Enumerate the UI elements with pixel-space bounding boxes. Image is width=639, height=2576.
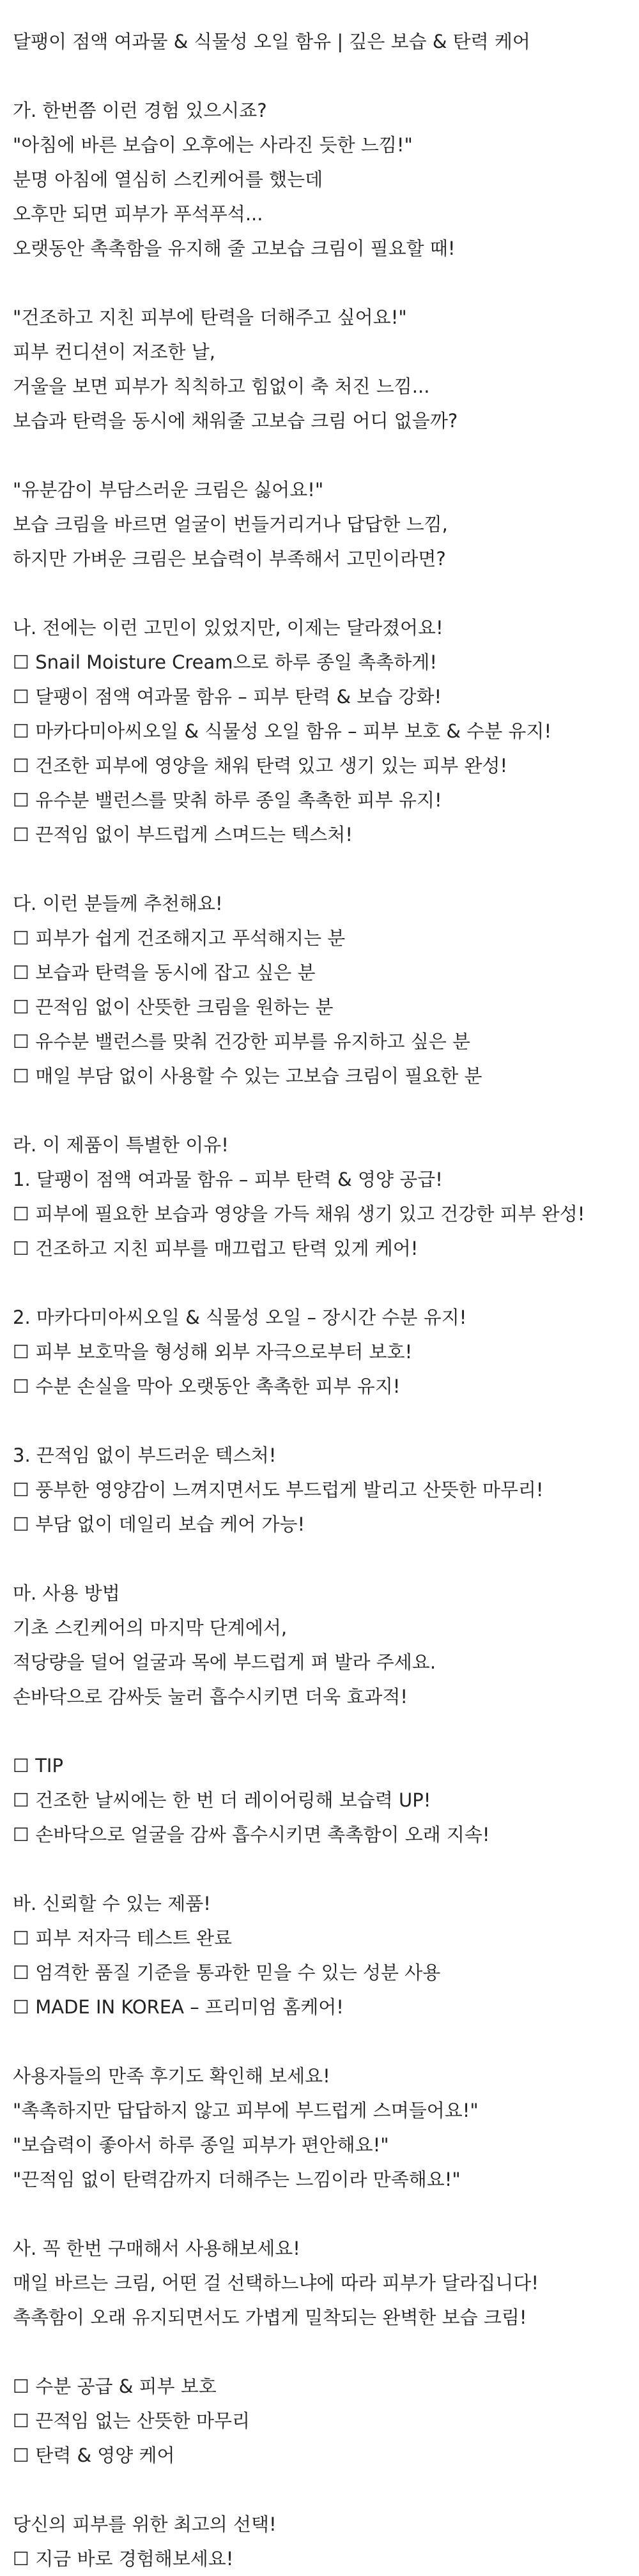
description-body bbox=[13, 93, 626, 2576]
spacer bbox=[13, 1714, 626, 1748]
section-heading-line: 나. 전에는 이런 고민이 있었지만, 이제는 달라졌어요! bbox=[13, 617, 443, 639]
text-line: ☐ 건조한 날씨에는 한 번 더 레이어링해 보습력 UP! bbox=[13, 1789, 431, 1811]
text-line: ☐ 매일 부담 없이 사용할 수 있는 고보습 크림이 필요한 분 bbox=[13, 1065, 482, 1087]
text-line: ☐ 끈적임 없이 산뜻한 크림을 원하는 분 bbox=[13, 996, 334, 1018]
spacer bbox=[13, 852, 626, 886]
text-line: ☐ Snail Moisture Cream으로 하루 종일 촉촉하게! bbox=[13, 651, 437, 673]
section-heading-line: 3. 끈적임 없이 부드러운 텍스처! bbox=[13, 1444, 277, 1466]
spacer bbox=[13, 1093, 626, 1128]
section-heading-line: 가. 한번쯤 이런 경험 있으시죠? bbox=[13, 100, 267, 121]
section-heading-line: 사용자들의 만족 후기도 확인해 보세요! bbox=[13, 2065, 330, 2087]
section-heading-line: "유분감이 부담스러운 크림은 싫어요!" bbox=[13, 479, 324, 501]
text-line: 오후만 되면 피부가 푸석푸석... bbox=[13, 203, 263, 225]
text-line: 촉촉함이 오래 유지되면서도 가볍게 밀착되는 완벽한 보습 크림! bbox=[13, 2307, 527, 2328]
text-line: ☐ 엄격한 품질 기준을 통과한 믿을 수 있는 성분 사용 bbox=[13, 1962, 441, 1983]
text-line: 하지만 가벼운 크림은 보습력이 부족해서 고민이라면? bbox=[13, 548, 446, 570]
text-line: ☐ 탄력 & 영양 케어 bbox=[13, 2444, 175, 2466]
page-title: 달팽이 점액 여과물 & 식물성 오일 함유 | 깊은 보습 & 탄력 케어 bbox=[13, 31, 530, 52]
text-line: ☐ 풍부한 영양감이 느껴지면서도 부드럽게 발리고 산뜻한 마무리! bbox=[13, 1479, 544, 1501]
spacer bbox=[13, 1542, 626, 1576]
section-heading-line: 다. 이런 분들께 추천해요! bbox=[13, 893, 223, 914]
spacer bbox=[13, 438, 626, 473]
text-section bbox=[13, 2231, 626, 2335]
spacer bbox=[13, 576, 626, 610]
section-heading-line: 2. 마카다미아씨오일 & 식물성 오일 – 장시간 수분 유지! bbox=[13, 1307, 467, 1328]
text-line: ☐ 피부 보호막을 형성해 외부 자극으로부터 보호! bbox=[13, 1341, 413, 1363]
text-line: ☐ MADE IN KOREA – 프리미엄 홈케어! bbox=[13, 1996, 344, 2018]
text-line: 분명 아침에 열심히 스킨케어를 했는데 bbox=[13, 169, 323, 190]
section-heading-line: ☐ 수분 공급 & 피부 보호 bbox=[13, 2375, 217, 2397]
text-section bbox=[13, 610, 626, 852]
text-section bbox=[13, 2059, 626, 2197]
spacer bbox=[13, 2335, 626, 2369]
section-heading-line: 마. 사용 방법 bbox=[13, 1582, 120, 1604]
spacer bbox=[13, 1404, 626, 1438]
text-line: ☐ 마카다미아씨오일 & 식물성 오일 함유 – 피부 보호 & 수분 유지! bbox=[13, 720, 552, 742]
text-line: ☐ 수분 손실을 막아 오랫동안 촉촉한 피부 유지! bbox=[13, 1375, 401, 1397]
text-section bbox=[13, 1576, 626, 1714]
section-heading-line: ☐ TIP bbox=[13, 1755, 63, 1777]
text-line: ☐ 보습과 탄력을 동시에 잡고 싶은 분 bbox=[13, 962, 316, 983]
text-line: ☐ 유수분 밸런스를 맞춰 건강한 피부를 유지하고 싶은 분 bbox=[13, 1031, 471, 1052]
text-section bbox=[13, 1128, 626, 1266]
text-line: 기초 스킨케어의 마지막 단계에서, bbox=[13, 1617, 288, 1639]
text-line: ☐ 건조하고 지친 피부를 매끄럽고 탄력 있게 케어! bbox=[13, 1238, 419, 1259]
spacer bbox=[13, 59, 626, 93]
text-line: ☐ 건조한 피부에 영양을 채워 탄력 있고 생기 있는 피부 완성! bbox=[13, 755, 508, 777]
text-line: ☐ 피부 저자극 테스트 완료 bbox=[13, 1927, 233, 1949]
section-heading-line: 바. 신뢰할 수 있는 제품! bbox=[13, 1893, 211, 1914]
text-line: "끈적임 없이 탄력감까지 더해주는 느낌이라 만족해요!" bbox=[13, 2169, 461, 2190]
text-section bbox=[13, 886, 626, 1093]
spacer bbox=[13, 2024, 626, 2059]
text-line: ☐ 지금 바로 경험해보세요! bbox=[13, 2548, 234, 2570]
spacer bbox=[13, 1266, 626, 1300]
spacer bbox=[13, 2473, 626, 2507]
text-line: ☐ 끈적임 없는 산뜻한 마무리 bbox=[13, 2410, 250, 2432]
spacer bbox=[13, 1852, 626, 1886]
text-section bbox=[13, 93, 626, 266]
text-section bbox=[13, 473, 626, 576]
text-line: 거울을 보면 피부가 칙칙하고 힘없이 축 처진 느낌... bbox=[13, 375, 430, 397]
product-description bbox=[13, 24, 626, 2576]
section-heading-line: 라. 이 제품이 특별한 이유! bbox=[13, 1134, 229, 1156]
text-line: ☐ 달팽이 점액 여과물 함유 – 피부 탄력 & 보습 강화! bbox=[13, 686, 442, 708]
section-heading-line: 사. 꼭 한번 구매해서 사용해보세요! bbox=[13, 2238, 300, 2259]
section-heading-line: 당신의 피부를 위한 최고의 선택! bbox=[13, 2513, 277, 2535]
text-line: ☐ 유수분 밸런스를 맞춰 하루 종일 촉촉한 피부 유지! bbox=[13, 789, 442, 811]
text-line: 1. 달팽이 점액 여과물 함유 – 피부 탄력 & 영양 공급! bbox=[13, 1169, 443, 1190]
text-line: 보습 크림을 바르면 얼굴이 번들거리거나 답답한 느낌, bbox=[13, 513, 448, 535]
text-line: ☐ 손바닥으로 얼굴을 감싸 흡수시키면 촉촉함이 오래 지속! bbox=[13, 1824, 490, 1845]
text-line: ☐ 피부에 필요한 보습과 영양을 가득 채워 생기 있고 건강한 피부 완성! bbox=[13, 1203, 585, 1225]
text-line: 오랫동안 촉촉함을 유지해 줄 고보습 크림이 필요할 때! bbox=[13, 238, 456, 259]
text-line: 피부 컨디션이 저조한 날, bbox=[13, 341, 216, 363]
text-section bbox=[13, 1748, 626, 1852]
text-line: "촉촉하지만 답답하지 않고 피부에 부드럽게 스며들어요!" bbox=[13, 2100, 479, 2121]
text-line: ☐ 피부가 쉽게 건조해지고 푸석해지는 분 bbox=[13, 927, 346, 949]
text-line: 매일 바르는 크림, 어떤 걸 선택하느냐에 따라 피부가 달라집니다! bbox=[13, 2272, 539, 2294]
spacer bbox=[13, 2197, 626, 2231]
text-section bbox=[13, 1438, 626, 1542]
text-section bbox=[13, 1886, 626, 2024]
text-line: "보습력이 좋아서 하루 종일 피부가 편안해요!" bbox=[13, 2134, 389, 2156]
text-section bbox=[13, 2507, 626, 2576]
text-line: ☐ 부담 없이 데일리 보습 케어 가능! bbox=[13, 1513, 305, 1535]
text-line: 손바닥으로 감싸듯 눌러 흡수시키면 더욱 효과적! bbox=[13, 1686, 408, 1708]
text-line: 보습과 탄력을 동시에 채워줄 고보습 크림 어디 없을까? bbox=[13, 410, 458, 432]
section-heading-line: "건조하고 지친 피부에 탄력을 더해주고 싶어요!" bbox=[13, 307, 407, 328]
text-line: 적당량을 덜어 얼굴과 목에 부드럽게 펴 발라 주세요. bbox=[13, 1651, 436, 1673]
text-section bbox=[13, 1300, 626, 1404]
text-section bbox=[13, 300, 626, 438]
text-line: "아침에 바른 보습이 오후에는 사라진 듯한 느낌!" bbox=[13, 134, 413, 156]
text-line: ☐ 끈적임 없이 부드럽게 스며드는 텍스처! bbox=[13, 824, 353, 845]
spacer bbox=[13, 266, 626, 300]
text-section bbox=[13, 2369, 626, 2473]
